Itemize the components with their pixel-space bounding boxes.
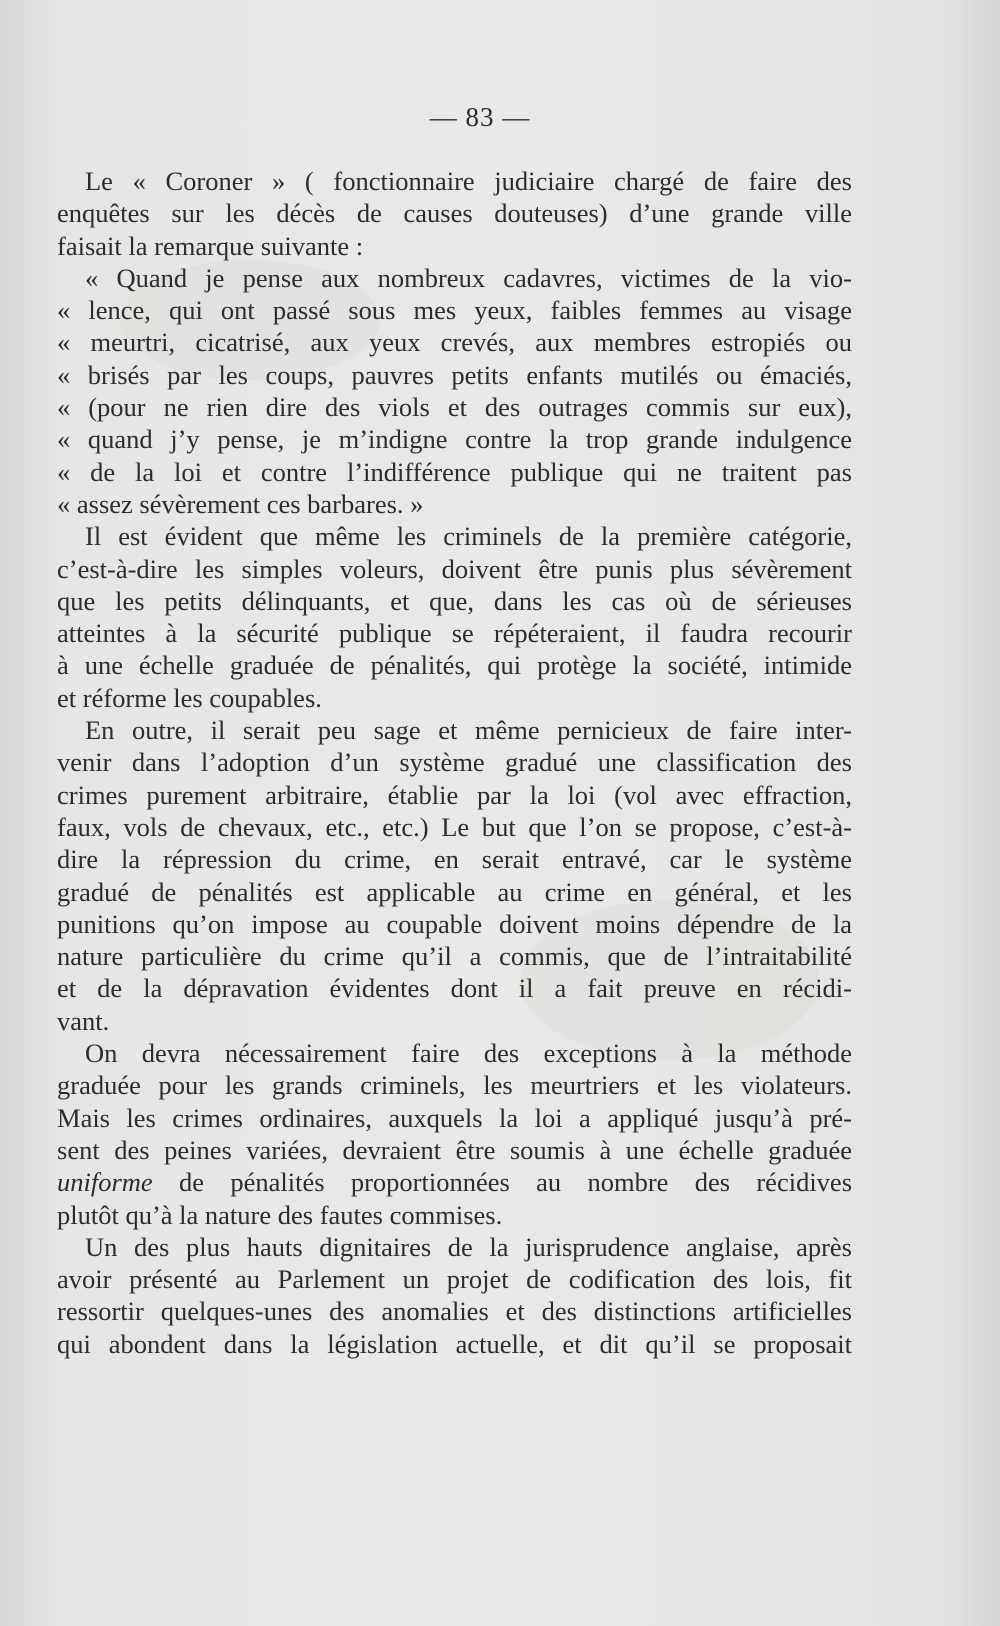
text-line: « meurtri, cicatrisé, aux yeux crevés, aux membres estropiés ou	[57, 327, 852, 358]
page-number: — 83 —	[429, 102, 531, 132]
text-line: à une échelle graduée de pénalités, qui protège la société, intimide	[57, 650, 852, 681]
text-line: et de la dépravation évidentes dont il a fait preuve en récidi-	[57, 973, 852, 1004]
text-line: « lence, qui ont passé sous mes yeux, faibles femmes au visage	[57, 295, 852, 326]
text-line	[57, 1166, 852, 1198]
body-text	[57, 165, 852, 1360]
text-line: gradué de pénalités est applicable au crime en général, et les	[57, 876, 852, 907]
text-line: dire la répression du crime, en serait entravé, car le système	[57, 844, 852, 875]
text-line: « Quand je pense aux nombreux cadavres, victimes de la vio-	[85, 262, 852, 293]
text-line: qui abondent dans la législation actuelle, et dit qu’il se proposait	[57, 1328, 852, 1359]
text-line: « quand j’y pense, je m’indigne contre la trop grande indulgence	[57, 424, 852, 455]
text-line: vant.	[57, 1005, 110, 1036]
text-line: En outre, il serait peu sage et même pernicieux de faire inter-	[85, 715, 852, 746]
text-line: Le « Coroner » ( fonctionnaire judiciaire chargé de faire des	[85, 166, 852, 196]
text-line: que les petits délinquants, et que, dans les cas où de sérieuses	[57, 585, 852, 616]
text-line: faux, vols de chevaux, etc., etc.) Le but que l’on se propose, c’est-à-	[57, 811, 852, 842]
text-line: Mais les crimes ordinaires, auxquels la loi a appliqué jusqu’à pré-	[57, 1102, 852, 1133]
text-line: faisait la remarque suivante :	[57, 230, 364, 261]
text-line: et réforme les coupables.	[57, 682, 322, 713]
text-line: avoir présenté au Parlement un projet de codification des lois, fit	[57, 1264, 852, 1295]
text-line: « brisés par les coups, pauvres petits enfants mutilés ou émaciés,	[57, 359, 852, 390]
text-line: « de la loi et contre l’indifférence publique qui ne traitent pas	[57, 456, 852, 487]
text-line: punitions qu’on impose au coupable doivent moins dépendre de la	[57, 908, 852, 939]
text-line: plutôt qu’à la nature des fautes commises.	[57, 1199, 503, 1230]
text-line: sent des peines variées, devraient être soumis à une échelle graduée	[57, 1134, 852, 1165]
text-line: venir dans l’adoption d’un système gradué une classification des	[57, 747, 852, 778]
text-line: « (pour ne rien dire des viols et des outrages commis sur eux),	[57, 392, 852, 423]
italic-word: uniforme	[57, 1167, 153, 1198]
text-line: c’est-à-dire les simples voleurs, doivent être punis plus sévèrement	[57, 553, 852, 584]
text-line: « assez sévèrement ces barbares. »	[57, 488, 424, 519]
text-line: ressortir quelques-unes des anomalies et des distinctions artificielles	[57, 1296, 852, 1327]
text-line: Un des plus hauts dignitaires de la jurisprudence anglaise, après	[85, 1231, 852, 1262]
text-line: graduée pour les grands criminels, les meurtriers et les violateurs.	[57, 1070, 852, 1101]
text-line: On devra nécessairement faire des exceptions à la méthode	[85, 1038, 852, 1069]
text-line: crimes purement arbitraire, établie par la loi (vol avec effraction,	[57, 779, 852, 810]
text-line: atteintes à la sécurité publique se répéteraient, il faudra recourir	[57, 618, 852, 649]
text-line: enquêtes sur les décès de causes douteuses) d’une grande ville	[57, 198, 852, 229]
text-line: nature particulière du crime qu’il a commis, que de l’intraitabilité	[57, 941, 852, 972]
text-line-rest: de pénalités proportionnées au nombre des récidives	[179, 1167, 853, 1198]
text-line: Il est évident que même les criminels de la première catégorie,	[85, 521, 852, 552]
